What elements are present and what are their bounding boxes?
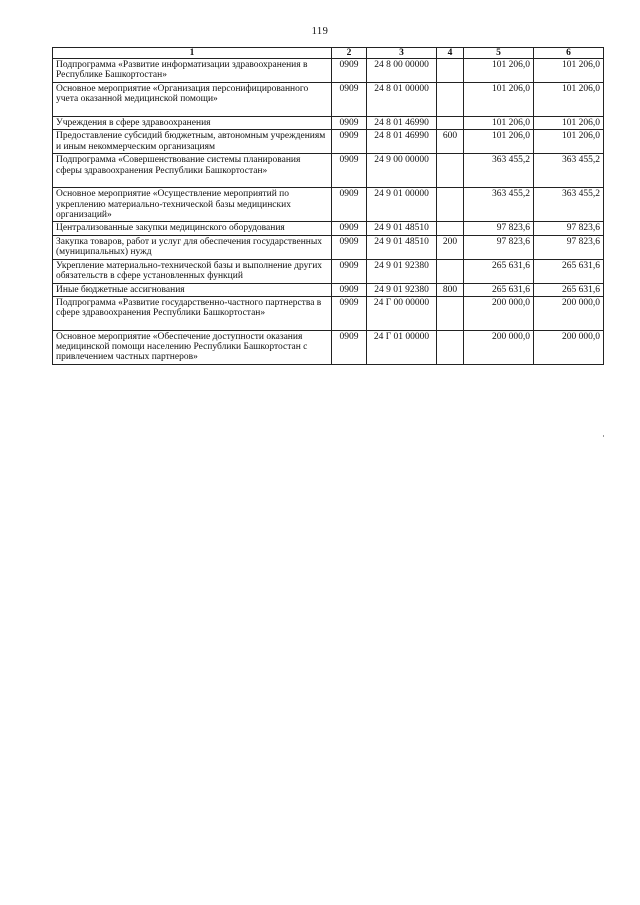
row-article: 24 Г 00 00000 — [367, 296, 437, 330]
table-row — [53, 296, 604, 330]
row-name: Основное мероприятие «Обеспечение доступности оказания медицинской помощи населению Республики Башкортостан с привлечением частных партнеров» — [53, 330, 332, 364]
table-row — [53, 188, 604, 222]
row-section: 0909 — [332, 154, 367, 188]
table-row — [53, 83, 604, 117]
row-sum-2: 101 206,0 — [534, 59, 604, 83]
table-row — [53, 222, 604, 235]
row-type — [437, 330, 464, 364]
row-sum-1: 363 455,2 — [464, 188, 534, 222]
row-sum-2: 265 631,6 — [534, 283, 604, 296]
row-article: 24 8 01 46990 — [367, 130, 437, 154]
row-article: 24 9 01 00000 — [367, 188, 437, 222]
row-section: 0909 — [332, 188, 367, 222]
row-sum-2: 200 000,0 — [534, 330, 604, 364]
row-section: 0909 — [332, 117, 367, 130]
row-article: 24 8 01 00000 — [367, 83, 437, 117]
row-sum-2: 363 455,2 — [534, 188, 604, 222]
row-name: Основное мероприятие «Организация персонифицированного учета оказанной медицинской помощи» — [53, 83, 332, 117]
row-article: 24 Г 01 00000 — [367, 330, 437, 364]
row-section: 0909 — [332, 259, 367, 283]
row-sum-2: 97 823,6 — [534, 235, 604, 259]
scan-speck — [603, 435, 604, 437]
table-row — [53, 117, 604, 130]
row-type — [437, 154, 464, 188]
row-section: 0909 — [332, 283, 367, 296]
row-type: 600 — [437, 130, 464, 154]
row-name: Подпрограмма «Развитие государственно-частного партнерства в сфере здравоохранения Республики Башкортостан» — [53, 296, 332, 330]
row-sum-2: 265 631,6 — [534, 259, 604, 283]
row-section: 0909 — [332, 83, 367, 117]
row-type — [437, 188, 464, 222]
row-name: Укрепление материально-технической базы и выполнение других обязательств в сфере установленных функций — [53, 259, 332, 283]
header-col-4: 4 — [437, 48, 464, 59]
header-col-1: 1 — [53, 48, 332, 59]
row-sum-2: 363 455,2 — [534, 154, 604, 188]
row-sum-2: 200 000,0 — [534, 296, 604, 330]
table-header-row — [53, 48, 604, 59]
row-article: 24 9 00 00000 — [367, 154, 437, 188]
row-sum-1: 265 631,6 — [464, 283, 534, 296]
row-sum-2: 101 206,0 — [534, 117, 604, 130]
row-sum-1: 200 000,0 — [464, 330, 534, 364]
row-type: 800 — [437, 283, 464, 296]
row-name: Иные бюджетные ассигнования — [53, 283, 332, 296]
row-sum-2: 97 823,6 — [534, 222, 604, 235]
page-number: 119 — [311, 26, 329, 37]
row-article: 24 8 00 00000 — [367, 59, 437, 83]
row-article: 24 8 01 46990 — [367, 117, 437, 130]
row-sum-1: 101 206,0 — [464, 117, 534, 130]
table-row — [53, 130, 604, 154]
row-section: 0909 — [332, 59, 367, 83]
row-section: 0909 — [332, 296, 367, 330]
row-section: 0909 — [332, 235, 367, 259]
table-row — [53, 330, 604, 364]
row-name: Предоставление субсидий бюджетным, автономным учреждениям и иным некоммерческим организациям — [53, 130, 332, 154]
header-col-3: 3 — [367, 48, 437, 59]
table-row — [53, 283, 604, 296]
row-sum-1: 101 206,0 — [464, 59, 534, 83]
row-type — [437, 59, 464, 83]
row-sum-1: 200 000,0 — [464, 296, 534, 330]
table-row — [53, 259, 604, 283]
row-sum-1: 363 455,2 — [464, 154, 534, 188]
row-sum-2: 101 206,0 — [534, 130, 604, 154]
row-sum-2: 101 206,0 — [534, 83, 604, 117]
header-col-2: 2 — [332, 48, 367, 59]
row-article: 24 9 01 92380 — [367, 259, 437, 283]
row-section: 0909 — [332, 330, 367, 364]
row-sum-1: 101 206,0 — [464, 83, 534, 117]
row-section: 0909 — [332, 130, 367, 154]
row-name: Учреждения в сфере здравоохранения — [53, 117, 332, 130]
row-sum-1: 97 823,6 — [464, 235, 534, 259]
row-article: 24 9 01 48510 — [367, 222, 437, 235]
row-section: 0909 — [332, 222, 367, 235]
row-name: Закупка товаров, работ и услуг для обеспечения государственных (муниципальных) нужд — [53, 235, 332, 259]
row-name: Подпрограмма «Развитие информатизации здравоохранения в Республике Башкортостан» — [53, 59, 332, 83]
row-name: Подпрограмма «Совершенствование системы планирования сферы здравоохранения Республики Башкортостан» — [53, 154, 332, 188]
row-article: 24 9 01 48510 — [367, 235, 437, 259]
table-row — [53, 235, 604, 259]
table-row — [53, 154, 604, 188]
table-row — [53, 59, 604, 83]
row-sum-1: 265 631,6 — [464, 259, 534, 283]
row-sum-1: 97 823,6 — [464, 222, 534, 235]
row-type — [437, 296, 464, 330]
row-name: Основное мероприятие «Осуществление мероприятий по укреплению материально-технической базы медицинских организаций» — [53, 188, 332, 222]
row-sum-1: 101 206,0 — [464, 130, 534, 154]
row-name: Централизованные закупки медицинского оборудования — [53, 222, 332, 235]
budget-table — [52, 47, 604, 365]
row-type — [437, 117, 464, 130]
row-type — [437, 83, 464, 117]
row-type — [437, 222, 464, 235]
row-type: 200 — [437, 235, 464, 259]
header-col-6: 6 — [534, 48, 604, 59]
header-col-5: 5 — [464, 48, 534, 59]
row-article: 24 9 01 92380 — [367, 283, 437, 296]
row-type — [437, 259, 464, 283]
